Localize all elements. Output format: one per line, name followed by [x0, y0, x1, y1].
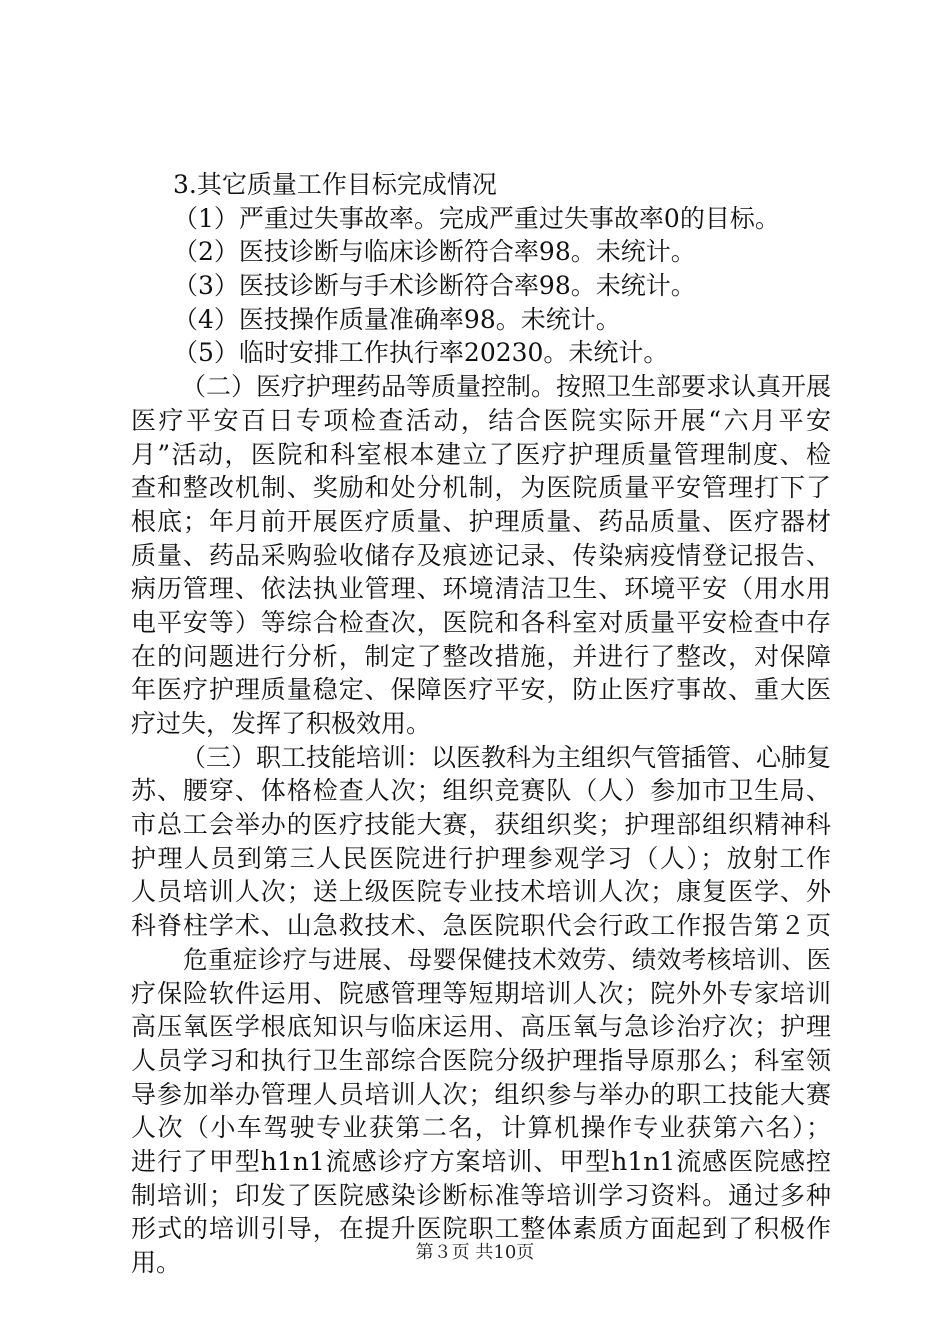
- text-line: 科脊柱学术、山急救技术、急医院职代会行政工作报告第２页: [131, 911, 831, 941]
- text-line: 市总工会举办的医疗技能大赛，获组织奖；护理部组织精神科: [131, 810, 831, 840]
- text-line: 人员学习和执行卫生部综合医院分级护理指导原那么；科室领: [131, 1045, 831, 1075]
- text-line: 月”活动，医院和科室根本建立了医疗护理质量管理制度、检: [131, 439, 831, 469]
- text-line: （3）医技诊断与手术诊断符合率98。未统计。: [173, 271, 696, 301]
- text-line: 年医疗护理质量稳定、保障医疗平安，防止医疗事故、重大医: [131, 675, 831, 705]
- text-line: 导参加举办管理人员培训人次；组织参与举办的职工技能大赛: [131, 1079, 831, 1109]
- text-line: 制培训；印发了医院感染诊断标准等培训学习资料。通过多种: [131, 1180, 831, 1210]
- text-line: 病历管理、依法执业管理、环境清洁卫生、环境平安（用水用: [131, 574, 831, 604]
- text-line: 医疗平安百日专项检查活动，结合医院实际开展“六月平安: [131, 405, 831, 435]
- text-line: 人员培训人次；送上级医院专业技术培训人次；康复医学、外: [131, 877, 831, 907]
- text-line: 疗过失，发挥了积极效用。: [131, 709, 432, 738]
- text-line: 危重症诊疗与进展、母婴保健技术效劳、绩效考核培训、医: [183, 944, 831, 974]
- text-line: 护理人员到第三人民医院进行护理参观学习（人）；放射工作: [131, 843, 831, 873]
- text-line: 人次（小车驾驶专业获第二名，计算机操作专业获第六名）；: [131, 1113, 831, 1143]
- text-line: （2）医技诊断与临床诊断符合率98。未统计。: [173, 237, 696, 267]
- text-line: （二）医疗护理药品等质量控制。按照卫生部要求认真开展: [181, 372, 832, 402]
- page-number: 第３页 共10页: [415, 1242, 535, 1263]
- text-line: （1）严重过失事故率。完成严重过失事故率0的目标。: [173, 203, 780, 233]
- document-body: [131, 168, 831, 1280]
- text-line: 查和整改机制、奖励和处分机制，为医院质量平安管理打下了: [131, 473, 831, 503]
- text-line: 高压氧医学根底知识与临床运用、高压氧与急诊治疗次；护理: [131, 1012, 831, 1042]
- text-line: 苏、腰穿、体格检查人次；组织竞赛队（人）参加市卫生局、: [131, 776, 831, 806]
- text-line: 质量、药品采购验收储存及痕迹记录、传染病疫情登记报告、: [131, 540, 831, 570]
- text-line: （5）临时安排工作执行率20230。未统计。: [173, 338, 669, 368]
- section-heading: 3.其它质量工作目标完成情况: [173, 170, 497, 199]
- text-line: 电平安等）等综合检查次，医院和各科室对质量平安检查中存: [131, 607, 831, 637]
- text-line: 形式的培训引导，在提升医院职工整体素质方面起到了积极作: [131, 1214, 831, 1244]
- text-line: 在的问题进行分析，制定了整改措施，并进行了整改，对保障: [131, 641, 831, 671]
- text-line: （4）医技操作质量准确率98。未统计。: [173, 304, 621, 334]
- text-line: 用。: [131, 1248, 182, 1277]
- text-line: 疗保险软件运用、院感管理等短期培训人次；院外外专家培训: [131, 978, 831, 1008]
- text-line: （三）职工技能培训：以医教科为主组织气管插管、心肺复: [181, 742, 832, 772]
- text-line: 根底；年月前开展医疗质量、护理质量、药品质量、医疗器材: [131, 506, 831, 536]
- text-line: 进行了甲型h1n1流感诊疗方案培训、甲型h1n1流感医院感控: [131, 1146, 831, 1176]
